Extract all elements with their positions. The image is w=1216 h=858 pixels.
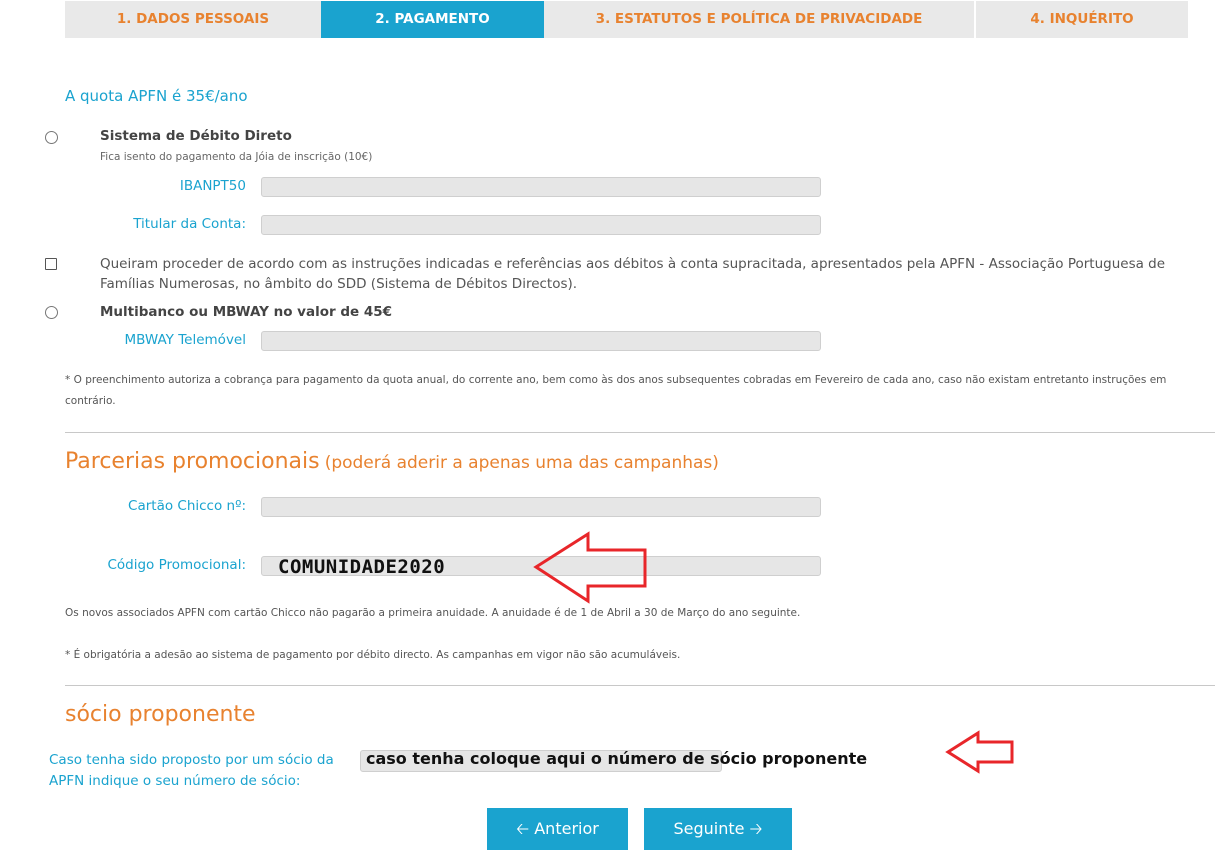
chicco-label: Cartão Chicco nº:	[128, 498, 246, 514]
annotation-arrow-left-icon-2	[945, 730, 1017, 774]
section-divider	[65, 432, 1215, 433]
wizard-tabs	[65, 1, 1188, 38]
titular-label: Titular da Conta:	[133, 216, 246, 232]
socio-value: caso tenha coloque aqui o número de sócio proponente	[366, 749, 868, 768]
tab-dados-pessoais[interactable]: 1. DADOS PESSOAIS	[116, 11, 270, 27]
arrow-right-icon: 🡢	[749, 819, 763, 838]
annotation-arrow-left-icon	[530, 530, 650, 605]
promo-label: Código Promocional:	[107, 557, 246, 573]
sdd-consent-checkbox[interactable]	[45, 258, 57, 270]
arrow-left-icon: 🡠	[516, 819, 530, 838]
iban-input[interactable]	[261, 177, 821, 197]
tab-estatutos[interactable]: 3. ESTATUTOS E POLÍTICA DE PRIVACIDADE	[595, 11, 923, 27]
debito-direto-note: Fica isento do pagamento da Jóia de inscrição (10€)	[100, 151, 373, 163]
tab-inquerito[interactable]: 4. INQUÉRITO	[1030, 11, 1134, 27]
parcerias-title: Parcerias promocionais	[65, 449, 320, 474]
debito-direto-radio[interactable]	[45, 131, 58, 144]
debito-direto-title: Sistema de Débito Direto	[100, 128, 292, 144]
multibanco-radio[interactable]	[45, 306, 58, 319]
parcerias-subtitle: (poderá aderir a apenas uma das campanhas)	[324, 453, 719, 473]
chicco-input[interactable]	[261, 497, 821, 517]
anterior-label: Anterior	[534, 819, 599, 838]
sdd-consent-text: Queiram proceder de acordo com as instruções indicadas e referências aos débitos à conta supracitada, apresentados pela APFN - Associação Portuguesa de Famílias Numerosas, no âmbito do SDD (Sistema de Débitos Directos).	[100, 256, 1166, 292]
campaign-note: * É obrigatória a adesão ao sistema de pagamento por débito directo. As campanhas em vigor não são acumuláveis.	[65, 649, 681, 661]
quota-info: A quota APFN é 35€/ano	[65, 87, 248, 105]
iban-label: IBANPT50	[179, 178, 246, 194]
titular-input[interactable]	[261, 215, 821, 235]
socio-title: sócio proponente	[65, 702, 256, 727]
promo-value: COMUNIDADE2020	[278, 556, 446, 578]
section-divider-2	[65, 685, 1215, 686]
anterior-button[interactable]	[487, 808, 628, 850]
mbway-input[interactable]	[261, 331, 821, 351]
multibanco-title: Multibanco ou MBWAY no valor de 45€	[100, 304, 393, 320]
parcerias-heading	[65, 449, 719, 474]
tab-pagamento[interactable]: 2. PAGAMENTO	[321, 1, 544, 38]
socio-label: Caso tenha sido proposto por um sócio da APFN indique o seu número de sócio:	[49, 752, 334, 789]
mbway-label: MBWAY Telemóvel	[124, 332, 246, 348]
seguinte-button[interactable]	[644, 808, 792, 850]
authorization-note: * O preenchimento autoriza a cobrança para pagamento da quota anual, do corrente ano, bem como às dos anos subsequentes cobradas em Fevereiro de cada ano, caso não existam entretanto instruções em contrário.	[65, 374, 1167, 407]
chicco-note: Os novos associados APFN com cartão Chicco não pagarão a primeira anuidade. A anuidade é de 1 de Abril a 30 de Março do ano seguinte.	[65, 607, 801, 619]
seguinte-label: Seguinte	[673, 819, 745, 838]
